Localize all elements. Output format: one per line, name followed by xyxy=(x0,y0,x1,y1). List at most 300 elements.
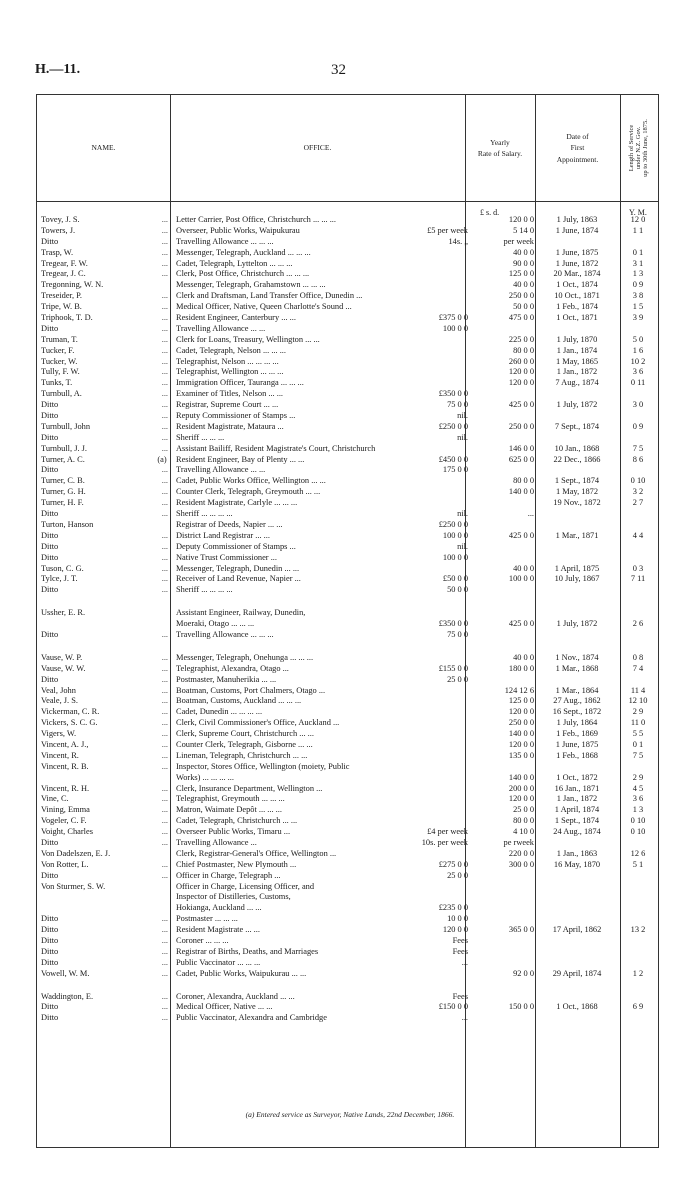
row-service-length: 3 9 xyxy=(632,313,644,323)
row-office: Medical Officer, Native ... ... xyxy=(176,1002,273,1012)
table-row xyxy=(37,531,658,542)
row-appointment-date: 16 May, 1870 xyxy=(553,859,601,869)
group-gap xyxy=(37,641,658,653)
row-leader-dots: ... xyxy=(161,914,168,924)
row-appointment-date: 1 Mar., 1868 xyxy=(555,663,599,673)
row-office: Overseer Public Works, Timaru ... xyxy=(176,827,291,837)
row-office: Counter Clerk, Telegraph, Gisborne ... ... xyxy=(176,739,313,749)
row-salary: 425 0 0 xyxy=(508,400,534,410)
row-salary: 140 0 0 xyxy=(508,487,534,497)
row-name: Turner, C. B. xyxy=(41,476,85,486)
row-appointment-date: 1 May, 1872 xyxy=(555,487,599,497)
row-office: Clerk, Civil Commissioner's Office, Auckland ... xyxy=(176,718,340,728)
row-office: Deputy Commissioner of Stamps ... xyxy=(176,541,296,551)
row-component-amount: £350 0 0 xyxy=(438,389,468,399)
row-name: Treseider, P. xyxy=(41,291,82,301)
row-name: Vincent, R. B. xyxy=(41,761,89,771)
table-row xyxy=(37,476,658,487)
row-component-amount: 75 0 0 xyxy=(447,400,468,410)
table-row xyxy=(37,324,658,335)
row-appointment-date: 27 Aug., 1862 xyxy=(553,696,601,706)
row-name: Ditto xyxy=(41,465,59,475)
row-leader-dots: ... xyxy=(161,443,168,453)
staff-table xyxy=(36,94,659,1148)
row-name: Turnbull, John xyxy=(41,421,91,431)
row-component-amount: 175 0 0 xyxy=(442,465,468,475)
table-row xyxy=(37,784,658,795)
row-name: Veale, J. S. xyxy=(41,696,78,706)
row-office: Officer in Charge, Telegraph ... xyxy=(176,870,281,880)
row-salary: 120 0 0 xyxy=(508,367,534,377)
row-appointment-date: 1 Jan., 1863 xyxy=(556,848,598,858)
table-row xyxy=(37,805,658,816)
table-row xyxy=(37,487,658,498)
row-leader-dots: ... xyxy=(161,816,168,826)
row-name: Waddington, E. xyxy=(41,991,94,1001)
row-component-amount: £275 0 0 xyxy=(438,859,468,869)
row-name: Vining, Emma xyxy=(41,805,90,815)
row-name: Ditto xyxy=(41,1002,59,1012)
row-leader-dots: ... xyxy=(161,859,168,869)
row-name: Ussher, E. R. xyxy=(41,608,86,618)
row-name: Tregear, F. W. xyxy=(41,258,88,268)
row-service-length: 2 6 xyxy=(632,619,644,629)
row-leader-dots: ... xyxy=(161,685,168,695)
row-service-length: 10 2 xyxy=(630,356,646,366)
row-office: Sheriff ... ... ... ... xyxy=(176,585,233,595)
row-office: Boatman, Customs, Port Chalmers, Otago ... xyxy=(176,685,326,695)
row-name: Vincent, A. J., xyxy=(41,739,89,749)
row-salary: 40 0 0 xyxy=(513,247,534,257)
row-service-length: 1 6 xyxy=(632,345,644,355)
row-name: Ditto xyxy=(41,552,59,562)
row-component-amount: £4 per week xyxy=(427,827,468,837)
row-component-amount: £150 0 0 xyxy=(438,1002,468,1012)
table-row xyxy=(37,619,658,630)
table-row xyxy=(37,903,658,914)
row-leader-dots: ... xyxy=(161,367,168,377)
row-office: Registrar of Births, Deaths, and Marriages xyxy=(176,946,319,956)
row-name: Ditto xyxy=(41,629,59,639)
row-leader-dots: ... xyxy=(161,247,168,257)
row-note-marker: (a) xyxy=(157,454,167,464)
row-name: Trasp, W. xyxy=(41,247,74,257)
table-row xyxy=(37,346,658,357)
row-salary: 124 12 6 xyxy=(504,685,534,695)
row-component-amount: nil. xyxy=(457,541,468,551)
row-leader-dots: ... xyxy=(161,750,168,760)
row-appointment-date: 1 April, 1875 xyxy=(554,563,600,573)
row-office: Clerk, Post Office, Christchurch ... ... ... xyxy=(176,269,310,279)
row-office: Moeraki, Otago ... ... ... xyxy=(176,619,255,629)
row-name: Tregear, J. C. xyxy=(41,269,86,279)
row-leader-dots: ... xyxy=(161,432,168,442)
row-service-length: 1 3 xyxy=(632,805,644,815)
row-office: Messenger, Telegraph, Dunedin ... ... xyxy=(176,563,300,573)
row-name: Ditto xyxy=(41,674,59,684)
row-leader-dots: ... xyxy=(161,968,168,978)
row-name: Ditto xyxy=(41,925,59,935)
row-appointment-date: 24 Aug., 1874 xyxy=(553,827,601,837)
row-service-length: 1 1 xyxy=(632,225,644,235)
row-office: Cadet, Telegraph, Christchurch ... ... xyxy=(176,816,298,826)
row-leader-dots: ... xyxy=(161,674,168,684)
service-column-header: Length of Service under N.Z. Gov. up to 30th June, 1875. xyxy=(627,119,649,177)
row-service-length: 5 5 xyxy=(632,729,644,739)
row-office: Cadet, Public Works, Waipukurau ... ... xyxy=(176,968,307,978)
row-leader-dots: ... xyxy=(161,552,168,562)
row-name: Tripe, W. B. xyxy=(41,302,82,312)
row-leader-dots: ... xyxy=(161,739,168,749)
row-salary: 220 0 0 xyxy=(508,848,534,858)
row-component-amount: nil. xyxy=(457,432,468,442)
row-salary: ... xyxy=(527,509,534,519)
row-office: Assistant Bailiff, Resident Magistrate's Court, Christchurch xyxy=(176,443,376,453)
row-name: Vowell, W. M. xyxy=(41,968,90,978)
row-salary: 200 0 0 xyxy=(508,783,534,793)
row-component-amount: £235 0 0 xyxy=(438,903,468,913)
row-office: Letter Carrier, Post Office, Christchurch ... ... ... xyxy=(176,215,336,224)
row-salary: 125 0 0 xyxy=(508,269,534,279)
row-service-length: 12 6 xyxy=(630,848,646,858)
row-salary: 146 0 0 xyxy=(508,443,534,453)
row-leader-dots: ... xyxy=(161,323,168,333)
row-office: Counter Clerk, Telegraph, Greymouth ... ... xyxy=(176,487,321,497)
table-row xyxy=(37,1002,658,1013)
row-name: Ditto xyxy=(41,541,59,551)
table-row xyxy=(37,465,658,476)
row-leader-dots: ... xyxy=(161,465,168,475)
row-office: Messenger, Telegraph, Onehunga ... ... ... xyxy=(176,652,314,662)
row-leader-dots: ... xyxy=(161,936,168,945)
row-component-amount: £5 per week xyxy=(427,225,468,235)
row-name: Turner, H. F. xyxy=(41,498,84,508)
row-leader-dots: ... xyxy=(161,837,168,847)
row-component-amount: Fees xyxy=(452,936,468,945)
table-row xyxy=(37,564,658,575)
row-name: Ditto xyxy=(41,411,59,421)
row-leader-dots: ... xyxy=(161,663,168,673)
row-service-length: 1 5 xyxy=(632,302,644,312)
row-name: Veal, John xyxy=(41,685,76,695)
row-office: Cadet, Telegraph, Lyttelton ... ... ... xyxy=(176,258,293,268)
row-leader-dots: ... xyxy=(161,574,168,584)
row-appointment-date: 1 June, 1875 xyxy=(555,247,599,257)
row-leader-dots: ... xyxy=(161,563,168,573)
row-office: Registrar of Deeds, Napier ... ... xyxy=(176,519,283,529)
row-leader-dots: ... xyxy=(161,761,168,771)
row-office: Assistant Engineer, Railway, Dunedin, xyxy=(176,608,306,618)
row-name: Vickerman, C. R. xyxy=(41,707,100,717)
row-salary: 40 0 0 xyxy=(513,563,534,573)
row-office: Immigration Officer, Tauranga ... ... ... xyxy=(176,378,304,388)
row-name: Ditto xyxy=(41,870,59,880)
row-component-amount: 10 0 0 xyxy=(447,914,468,924)
row-salary: 250 0 0 xyxy=(508,291,534,301)
row-component-amount: £350 0 0 xyxy=(438,619,468,629)
row-leader-dots: ... xyxy=(161,269,168,279)
row-office: Sheriff ... ... ... xyxy=(176,432,225,442)
row-appointment-date: 1 June, 1872 xyxy=(555,258,599,268)
row-service-length: 0 10 xyxy=(630,816,646,826)
row-leader-dots: ... xyxy=(161,345,168,355)
table-row xyxy=(37,686,658,697)
row-salary: 625 0 0 xyxy=(508,454,534,464)
row-salary: 90 0 0 xyxy=(513,258,534,268)
name-column-header: NAME. xyxy=(91,143,116,153)
row-office: Boatman, Customs, Auckland ... ... ... xyxy=(176,696,302,706)
row-leader-dots: ... xyxy=(161,411,168,421)
row-service-length: 0 1 xyxy=(632,739,644,749)
row-office: Reputy Commissioner of Stamps ... xyxy=(176,411,296,421)
row-name: Ditto xyxy=(41,914,59,924)
row-appointment-date: 1 Mar., 1871 xyxy=(555,530,599,540)
row-office: Cadet, Public Works Office, Wellington ... ... xyxy=(176,476,326,486)
row-appointment-date: 1 July, 1864 xyxy=(556,718,598,728)
table-row xyxy=(37,882,658,893)
row-salary: 425 0 0 xyxy=(508,530,534,540)
row-salary: 25 0 0 xyxy=(513,805,534,815)
table-row xyxy=(37,280,658,291)
row-leader-dots: ... xyxy=(161,258,168,268)
row-service-length: 2 9 xyxy=(632,707,644,717)
row-component-amount: ... xyxy=(461,957,468,967)
date-column-header: Date of First Appointment. xyxy=(556,132,599,164)
row-component-amount: nil. xyxy=(457,411,468,421)
service-units: Y. M. xyxy=(629,208,647,217)
row-office: Telegraphist, Wellington ... ... ... xyxy=(176,367,284,377)
row-name: Truman, T. xyxy=(41,334,78,344)
row-salary: 140 0 0 xyxy=(508,772,534,782)
table-row xyxy=(37,248,658,259)
row-salary: pe rweek xyxy=(503,837,534,847)
row-office: Overseer, Public Works, Waipukurau xyxy=(176,225,300,235)
row-office: Works) ... ... ... ... xyxy=(176,772,234,782)
row-name: Von Rotter, L. xyxy=(41,859,89,869)
row-leader-dots: ... xyxy=(161,487,168,497)
office-column-header: OFFICE. xyxy=(303,143,332,153)
row-leader-dots: ... xyxy=(161,805,168,815)
table-row xyxy=(37,816,658,827)
row-office: Travelling Allowance ... ... xyxy=(176,465,266,475)
row-office: Clerk, Supreme Court, Christchurch ... ... xyxy=(176,729,314,739)
row-service-length: 2 9 xyxy=(632,772,644,782)
row-office: Chief Postmaster, New Plymouth ... xyxy=(176,859,297,869)
row-component-amount: £375 0 0 xyxy=(438,313,468,323)
row-leader-dots: ... xyxy=(161,302,168,312)
row-appointment-date: 1 July, 1872 xyxy=(556,619,598,629)
row-leader-dots: ... xyxy=(161,530,168,540)
row-component-amount: 100 0 0 xyxy=(442,323,468,333)
row-office: Postmaster, Manuherikia ... ... xyxy=(176,674,277,684)
row-service-length: 0 8 xyxy=(632,652,644,662)
row-salary: 250 0 0 xyxy=(508,421,534,431)
row-component-amount: 14s. „ xyxy=(448,236,468,246)
row-salary: 125 0 0 xyxy=(508,696,534,706)
row-office: Telegraphist, Nelson ... ... ... ... xyxy=(176,356,279,366)
row-salary: 120 0 0 xyxy=(508,739,534,749)
row-appointment-date: 1 June, 1875 xyxy=(555,739,599,749)
table-row xyxy=(37,762,658,773)
table-body xyxy=(37,215,658,1024)
row-leader-dots: ... xyxy=(161,334,168,344)
row-appointment-date: 1 Feb., 1868 xyxy=(556,750,598,760)
row-component-amount: £450 0 0 xyxy=(438,454,468,464)
table-row xyxy=(37,947,658,958)
row-appointment-date: 1 April, 1874 xyxy=(554,805,600,815)
row-service-length: 11 0 xyxy=(630,718,646,728)
row-office: Resident Engineer, Bay of Plenty ... ... xyxy=(176,454,305,464)
table-row xyxy=(37,259,658,270)
row-service-length: 8 6 xyxy=(632,454,644,464)
row-leader-dots: ... xyxy=(161,783,168,793)
table-row xyxy=(37,664,658,675)
table-row xyxy=(37,630,658,641)
row-name: Turnbull, J. J. xyxy=(41,443,88,453)
row-name: Tucker, F. xyxy=(41,345,75,355)
row-appointment-date: 1 July, 1863 xyxy=(556,215,598,224)
row-salary: 92 0 0 xyxy=(513,968,534,978)
page-number: 32 xyxy=(331,62,346,78)
row-name: Turner, A. C. xyxy=(41,454,85,464)
row-appointment-date: 1 Feb., 1874 xyxy=(556,302,598,312)
table-row xyxy=(37,936,658,947)
row-component-amount: £250 0 0 xyxy=(438,421,468,431)
row-service-length: 2 7 xyxy=(632,498,644,508)
row-office: Coroner ... ... ... xyxy=(176,936,229,945)
row-appointment-date: 10 Oct., 1871 xyxy=(554,291,600,301)
table-row xyxy=(37,675,658,686)
row-service-length: 3 6 xyxy=(632,367,644,377)
row-service-length: 5 0 xyxy=(632,334,644,344)
salary-column-header: Yearly Rate of Salary. xyxy=(477,137,523,158)
row-salary: 475 0 0 xyxy=(508,313,534,323)
row-office: Matron, Waimate Depôt ... ... ... xyxy=(176,805,282,815)
row-service-length: 4 5 xyxy=(632,783,644,793)
row-name: Vigers, W. xyxy=(41,729,77,739)
row-service-length: 0 10 xyxy=(630,827,646,837)
row-name: Ditto xyxy=(41,400,59,410)
row-leader-dots: ... xyxy=(161,629,168,639)
table-row xyxy=(37,892,658,903)
table-row xyxy=(37,444,658,455)
row-salary: 180 0 0 xyxy=(508,663,534,673)
row-name: Vine, C. xyxy=(41,794,69,804)
row-appointment-date: 1 Mar., 1864 xyxy=(555,685,599,695)
row-service-length: 6 9 xyxy=(632,1002,644,1012)
row-leader-dots: ... xyxy=(161,291,168,301)
row-salary: 250 0 0 xyxy=(508,718,534,728)
row-name: Triphook, T. D. xyxy=(41,313,93,323)
row-salary: 40 0 0 xyxy=(513,652,534,662)
table-row xyxy=(37,696,658,707)
table-row xyxy=(37,553,658,564)
row-salary: 40 0 0 xyxy=(513,280,534,290)
row-leader-dots: ... xyxy=(161,236,168,246)
table-row xyxy=(37,653,658,664)
table-row xyxy=(37,455,658,466)
table-row xyxy=(37,608,658,619)
row-service-length: 0 9 xyxy=(632,280,644,290)
row-service-length: 12 10 xyxy=(628,696,648,706)
table-row xyxy=(37,958,658,969)
row-salary: 100 0 0 xyxy=(508,574,534,584)
row-service-length: 7 5 xyxy=(632,443,644,453)
row-service-length: 4 4 xyxy=(632,530,644,540)
row-office: Receiver of Land Revenue, Napier ... xyxy=(176,574,301,584)
group-gap xyxy=(37,980,658,992)
row-service-length: 0 9 xyxy=(632,421,644,431)
row-leader-dots: ... xyxy=(161,729,168,739)
table-row xyxy=(37,291,658,302)
table-row xyxy=(37,520,658,531)
row-office: Medical Officer, Native, Queen Charlotte's Sound ... xyxy=(176,302,352,312)
row-appointment-date: 7 Sept., 1874 xyxy=(554,421,600,431)
table-row xyxy=(37,367,658,378)
row-office: Native Trust Commissioner ... xyxy=(176,552,277,562)
row-office: Coroner, Alexandra, Auckland ... ... xyxy=(176,991,295,1001)
row-name: Ditto xyxy=(41,837,59,847)
row-name: Tucker, W. xyxy=(41,356,78,366)
row-office: Resident Magistrate, Carlyle ... ... ... xyxy=(176,498,298,508)
row-appointment-date: 10 Jan., 1868 xyxy=(554,443,600,453)
row-name: Tunks, T. xyxy=(41,378,73,388)
table-row xyxy=(37,992,658,1003)
row-name: Vincent, R. H. xyxy=(41,783,90,793)
row-leader-dots: ... xyxy=(161,652,168,662)
row-name: Ditto xyxy=(41,432,59,442)
row-name: Tovey, J. S. xyxy=(41,215,80,224)
row-service-length: 3 6 xyxy=(632,794,644,804)
row-name: Ditto xyxy=(41,585,59,595)
row-office: Public Vaccinator ... ... ... xyxy=(176,957,261,967)
row-component-amount: 25 0 0 xyxy=(447,870,468,880)
row-name: Ditto xyxy=(41,1013,59,1023)
group-gap xyxy=(37,596,658,608)
row-name: Tuson, C. G. xyxy=(41,563,84,573)
row-appointment-date: 1 Nov., 1874 xyxy=(555,652,599,662)
row-service-length: 1 2 xyxy=(632,968,644,978)
row-component-amount: 100 0 0 xyxy=(442,552,468,562)
row-leader-dots: ... xyxy=(161,585,168,595)
row-office: Messenger, Telegraph, Auckland ... ... ... xyxy=(176,247,311,257)
row-service-length: 0 1 xyxy=(632,247,644,257)
table-row xyxy=(37,313,658,324)
row-appointment-date: 1 Sept., 1874 xyxy=(554,816,600,826)
row-appointment-date: 1 Oct., 1872 xyxy=(556,772,598,782)
row-component-amount: £50 0 0 xyxy=(442,574,468,584)
row-component-amount: £155 0 0 xyxy=(438,663,468,673)
table-row xyxy=(37,215,658,226)
row-appointment-date: 16 Jan., 1871 xyxy=(554,783,600,793)
row-service-length: 12 0 xyxy=(630,215,646,224)
row-name: Turnbull, A. xyxy=(41,389,82,399)
row-service-length: 3 1 xyxy=(632,258,644,268)
row-leader-dots: ... xyxy=(161,870,168,880)
table-row xyxy=(37,226,658,237)
row-component-amount: 100 0 0 xyxy=(442,530,468,540)
row-office: Clerk for Loans, Treasury, Wellington ... ... xyxy=(176,334,320,344)
row-salary: 300 0 0 xyxy=(508,859,534,869)
table-row xyxy=(37,335,658,346)
row-appointment-date: 1 July, 1870 xyxy=(556,334,598,344)
row-appointment-date: 1 Feb., 1869 xyxy=(556,729,598,739)
row-salary: 365 0 0 xyxy=(508,925,534,935)
row-office: Telegraphist, Alexandra, Otago ... xyxy=(176,663,289,673)
table-row xyxy=(37,794,658,805)
table-row xyxy=(37,707,658,718)
row-appointment-date: 22 Dec., 1866 xyxy=(553,454,601,464)
